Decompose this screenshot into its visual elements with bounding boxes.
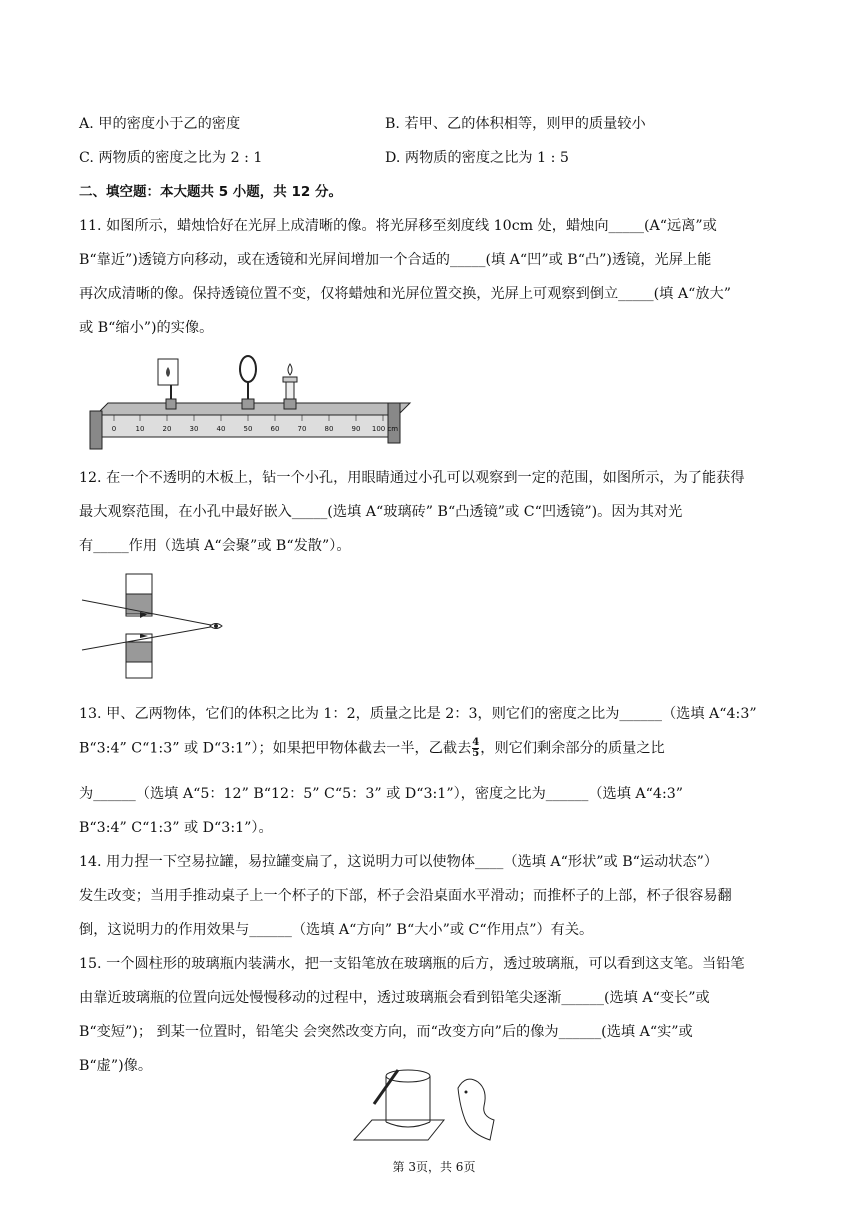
fraction-denominator: 5	[472, 748, 480, 759]
q13-line-2-text: B“3:4” C“1:3” 或 D“3:1”）；如果把甲物体截去一半，乙截去	[79, 740, 472, 757]
q13-line-2	[79, 738, 665, 759]
q12-line-2: 最大观察范围，在小孔中最好嵌入_____(选填 A“玻璃砖” B“凸透镜”或 C“凹透镜”)。因为其对光	[79, 504, 683, 520]
q12-line-3: 有_____作用（选填 A“会聚”或 B“发散”）。	[79, 538, 351, 554]
ruler-tick-50: 50	[243, 425, 253, 433]
q13-line-1: 13. 甲、乙两物体，它们的体积之比为 1：2，质量之比是 2：3，则它们的密度之比为______（选填 A“4:3”	[79, 706, 757, 722]
q14-line-3: 倒，这说明力的作用效果与______（选填 A“方向” B“大小”或 C“作用点”）有关。	[79, 922, 594, 938]
ruler-tick-10: 10	[135, 425, 145, 433]
option-b: B. 若甲、乙的体积相等，则甲的质量较小	[385, 116, 646, 132]
section-title: 二、填空题：本大题共 5 小题，共 12 分。	[79, 184, 342, 200]
ruler-tick-0: 0	[111, 425, 117, 433]
option-d: D. 两物质的密度之比为 1 : 5	[385, 150, 569, 166]
q11-line-4: 或 B“缩小”)的实像。	[79, 320, 214, 336]
q15-line-3: B“变短”)； 到某一位置时，铅笔尖 会突然改变方向，而“改变方向”后的像为______(选填 A“实”或	[79, 1024, 693, 1040]
ruler-tick-40: 40	[216, 425, 226, 433]
option-a: A. 甲的密度小于乙的密度	[79, 116, 241, 132]
q11-line-2: B“靠近”)透镜方向移动，或在透镜和光屏间增加一个合适的_____(填 A“凹”或 B“凸”)透镜，光屏上能	[79, 252, 712, 268]
q13-line-2-tail: ，则它们剩余部分的质量之比	[480, 740, 665, 757]
ruler-tick-20: 20	[162, 425, 172, 433]
q14-line-2: 发生改变；当用手推动桌子上一个杯子的下部，杯子会沿桌面水平滑动；而推杯子的上部，杯子很容易翻	[79, 888, 732, 904]
q11-line-3: 再次成清晰的像。保持透镜位置不变，仅将蜡烛和光屏位置交换，光屏上可观察到倒立_____(填 A“放大”	[79, 286, 731, 302]
fraction-numerator: 4	[472, 737, 480, 748]
q14-line-1: 14. 用力捏一下空易拉罐，易拉罐变扁了，这说明力可以使物体____（选填 A“形状”或 B“运动状态”）	[79, 854, 719, 870]
fraction-four-fifths	[472, 738, 479, 759]
optical-bench-figure	[88, 355, 418, 453]
pinhole-figure	[78, 570, 228, 682]
page-footer: 第 3页，共 6页	[392, 1160, 476, 1174]
ruler-tick-100: 100 cm	[371, 425, 399, 433]
ruler-tick-60: 60	[270, 425, 280, 433]
ruler-tick-70: 70	[297, 425, 307, 433]
q11-line-1: 11. 如图所示，蜡烛恰好在光屏上成清晰的像。将光屏移至刻度线 10cm 处，蜡烛向_____(A“远离”或	[79, 218, 717, 234]
q13-line-4: B“3:4” C“1:3” 或 D“3:1”）。	[79, 820, 273, 836]
q13-line-3: 为______（选填 A“5：12” B“12：5” C“5：3” 或 D“3:1”），密度之比为______（选填 A“4:3”	[79, 786, 684, 802]
q15-line-2: 由靠近玻璃瓶的位置向远处慢慢移动的过程中，透过玻璃瓶会看到铅笔尖逐渐______(选填 A“变长”或	[79, 990, 710, 1006]
q15-line-1: 15. 一个圆柱形的玻璃瓶内装满水，把一支铅笔放在玻璃瓶的后方，透过玻璃瓶，可以看到这支笔。当铅笔	[79, 956, 745, 972]
ruler-tick-90: 90	[351, 425, 361, 433]
q12-line-1: 12. 在一个不透明的木板上，钻一个小孔，用眼睛通过小孔可以观察到一定的范围，如图所示，为了能获得	[79, 470, 745, 486]
glass-bottle-figure	[352, 1064, 508, 1144]
ruler-tick-30: 30	[189, 425, 199, 433]
q15-line-4: B“虚”)像。	[79, 1058, 153, 1074]
ruler-tick-80: 80	[324, 425, 334, 433]
option-c: C. 两物质的密度之比为 2 : 1	[79, 150, 263, 166]
